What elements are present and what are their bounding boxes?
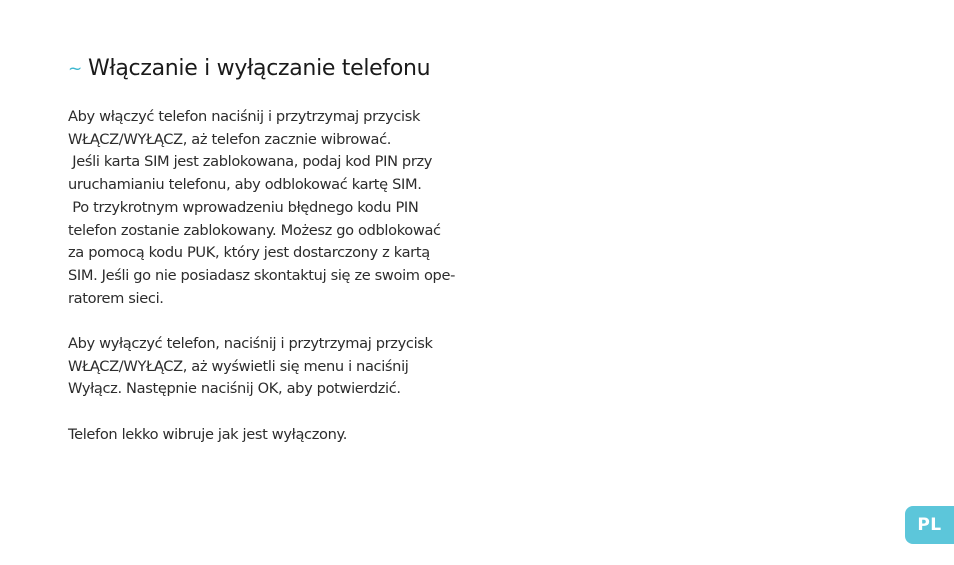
text-line: SIM. Jeśli go nie posiadasz skontaktuj się ze swoim ope- [68, 266, 455, 284]
text-line: Aby włączyć telefon naciśnij i przytrzymaj przycisk [68, 108, 421, 125]
text-line: Aby wyłączyć telefon, naciśnij i przytrzymaj przycisk [68, 335, 433, 353]
text-line: WŁĄCZ/WYŁĄCZ, aż telefon zacznie wibrować. [68, 130, 392, 148]
paragraph-power-on [68, 106, 462, 310]
text-line: Wyłącz. Następnie naciśnij OK, aby potwierdzić. [68, 380, 401, 398]
language-tab-label: PL [917, 515, 942, 535]
section-title: Włączanie i wyłączanie telefonu [87, 56, 431, 81]
text-line: Jeśli karta SIM jest zablokowana, podaj kod PIN przy [68, 153, 433, 171]
paragraph-power-off [68, 333, 462, 401]
text-line: Po trzykrotnym wprowadzeniu błędnego kodu PIN [68, 198, 419, 216]
heading-tilde: ~ [68, 59, 82, 79]
body-text [68, 106, 462, 469]
text-line: telefon zostanie zablokowany. Możesz go odblokować [68, 221, 441, 239]
paragraph-vibration-note [68, 424, 462, 447]
text-line: WŁĄCZ/WYŁĄCZ, aż wyświetli się menu i naciśnij [68, 357, 409, 375]
text-line: Telefon lekko wibruje jak jest wyłączony. [68, 425, 348, 443]
text-line: ratorem sieci. [68, 289, 164, 307]
section-heading [68, 54, 430, 84]
language-tab [905, 506, 954, 544]
text-line: uruchamianiu telefonu, aby odblokować kartę SIM. [68, 176, 422, 194]
text-line: za pomocą kodu PUK, który jest dostarczony z kartą [68, 244, 430, 262]
